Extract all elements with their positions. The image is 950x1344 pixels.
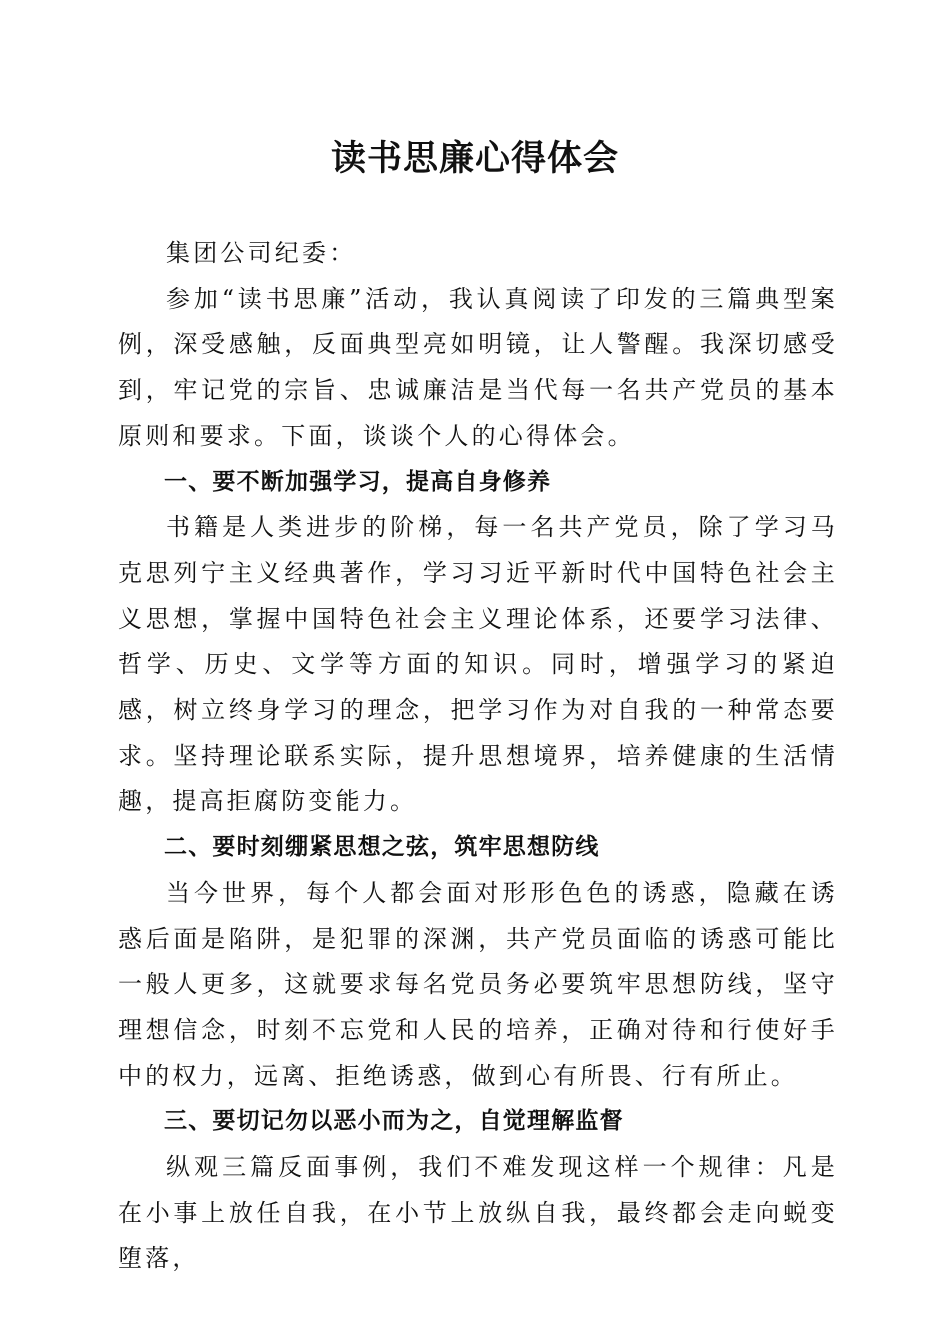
section-paragraph-2: 当今世界，每个人都会面对形形色色的诱惑，隐藏在诱惑后面是陷阱，是犯罪的深渊，共产党员面临的诱惑可能比一般人更多，这就要求每名党员务必要筑牢思想防线，坚守理想信念，时刻不忘党和人民的培养，正确对待和行使好手中的权力，远离、拒绝诱惑，做到心有所畏、行有所止。 [118,878,838,1090]
section-paragraph-1: 书籍是人类进步的阶梯，每一名共产党员，除了学习马克思列宁主义经典著作，学习习近平新时代中国特色社会主义思想，掌握中国特色社会主义理论体系，还要学习法律、哲学、历史、文学等方面的知识。同时，增强学习的紧迫感，树立终身学习的理念，把学习作为对自我的一种常态要求。坚持理论联系实际，提升思想境界，培养健康的生活情趣，提高拒腐防变能力。 [118,513,838,816]
section-paragraph-3: 纵观三篇反面事例，我们不难发现这样一个规律：凡是在小事上放任自我，在小节上放纵自我，最终都会走向蜕变堕落， [118,1153,838,1273]
salutation: 集团公司纪委： [166,239,357,267]
document-body [118,231,838,1282]
intro-paragraph: 参加“读书思廉”活动，我认真阅读了印发的三篇典型案例，深受感触，反面典型亮如明镜，让人警醒。我深切感受到，牢记党的宗旨、忠诚廉洁是当代每一名共产党员的基本原则和要求。下面，谈谈个人的心得体会。 [118,284,838,450]
document-title: 读书思廉心得体会 [330,138,619,179]
section-heading-3: 三、要切记勿以恶小而为之，自觉理解监督 [164,1108,624,1135]
section-heading-1: 一、要不断加强学习，提高自身修养 [164,468,552,495]
section-heading-2: 二、要时刻绷紧思想之弦，筑牢思想防线 [164,834,600,861]
